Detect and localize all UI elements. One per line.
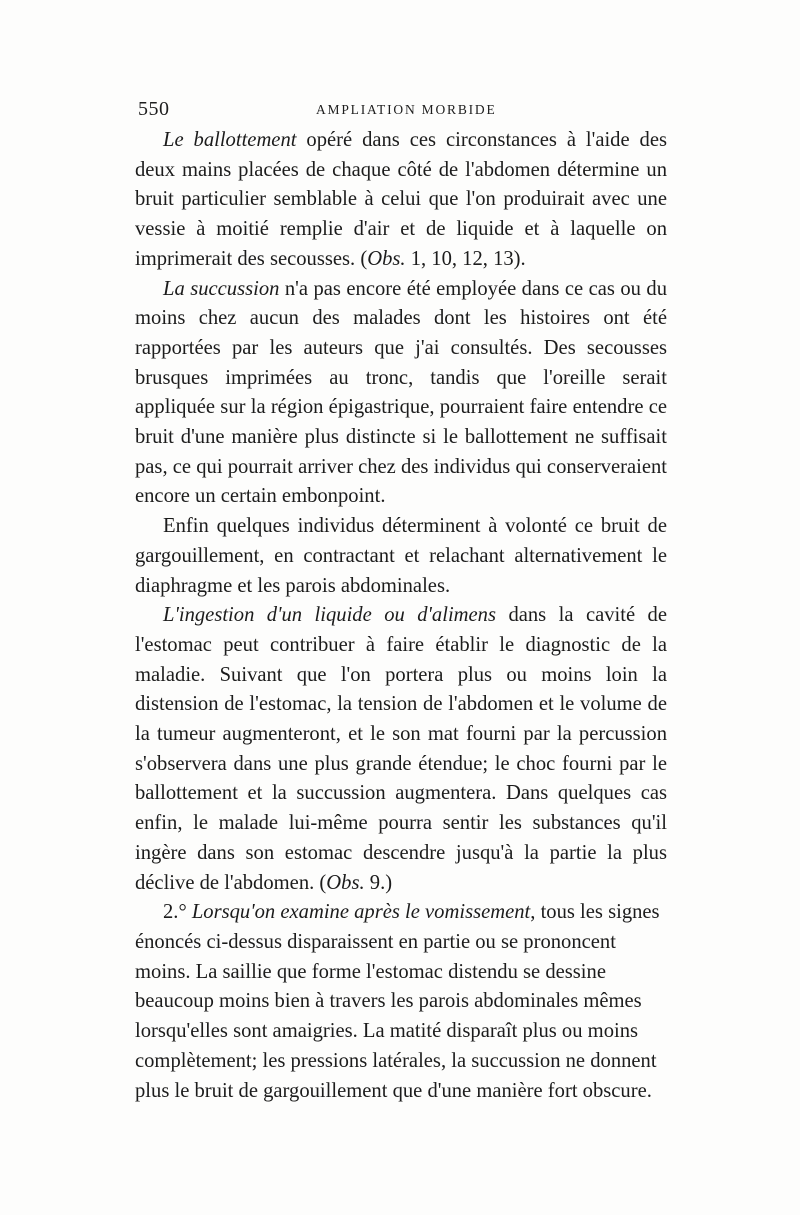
- term-ingestion: L'ingestion d'un liquide ou d'alimens: [163, 604, 496, 627]
- body-text: [135, 126, 667, 1106]
- observation-numbers: 9.): [364, 871, 393, 894]
- paragraph-ingestion: [135, 601, 667, 898]
- page-number: 550: [138, 98, 170, 120]
- observation-ref: Obs.: [326, 871, 365, 894]
- paragraph-gargouillement: [135, 512, 667, 601]
- paragraph-text: n'a pas encore été employée dans ce cas ou du moins chez aucun des malades dont les histoires ont été rapportées par les auteurs que j'ai consultés. Des secousses brusques imprimées au tronc, tandis que l'oreille serait appliquée sur la région épigastrique, pourraient faire entendre ce bruit d'une manière plus distincte si le ballottement ne suffisait pas, ce qui pourrait arriver chez des individus qui conserveraient encore un certain embonpoint.: [135, 277, 667, 508]
- paragraph-text: dans la cavité de l'estomac peut contribuer à faire établir le diagnostic de la maladie. Suivant que l'on portera plus ou moins loin la distension de l'estomac, la tension de l'abdomen et le volume de la tumeur augmenteront, et le son mat fourni par la percussion s'observera dans une plus grande étendue; le choc fourni par le ballottement et la succussion augmentera. Dans quelques cas enfin, le malade lui-même pourra sentir les substances qu'il ingère dans son estomac descendre jusqu'à la partie la plus déclive de l'abdomen. (: [135, 604, 667, 894]
- paragraph-text: , tous les signes énoncés ci-dessus disparaissent en partie ou se prononcent moins. La saillie que forme l'estomac distendu se dessine beaucoup moins bien à travers les parois abdominales mêmes lorsqu'elles sont amaigries. La matité disparaît plus ou moins complètement; les pressions latérales, la succussion ne donnent plus le bruit de gargouillement que d'une manière fort obscure.: [135, 901, 660, 1102]
- running-title: AMPLIATION MORBIDE: [316, 102, 497, 117]
- observation-ref: Obs.: [367, 247, 406, 270]
- section-number: 2.°: [163, 901, 192, 924]
- term-succussion: La succussion: [163, 277, 280, 300]
- paragraph-succussion: [135, 275, 667, 513]
- paragraph-text: Enfin quelques individus déterminent à volonté ce bruit de gargouillement, en contractant et relachant alternativement le diaphragme et les parois abdominales.: [135, 515, 667, 597]
- paragraph-ballottement: [135, 126, 667, 275]
- observation-numbers: 1, 10, 12, 13).: [405, 247, 526, 270]
- term-ballottement: Le ballottement: [163, 129, 297, 151]
- page-header: [138, 98, 668, 120]
- paragraph-text: opéré dans ces circonstances à l'aide des deux mains placées de chaque côté de l'abdomen détermine un bruit particulier semblable à celui que l'on produirait avec une vessie à moitié remplie d'air et de liquide et à laquelle on imprimerait des secousses. (: [135, 129, 668, 270]
- term-vomissement: Lorsqu'on examine après le vomissement: [191, 901, 531, 924]
- paragraph-vomissement: [135, 898, 667, 1106]
